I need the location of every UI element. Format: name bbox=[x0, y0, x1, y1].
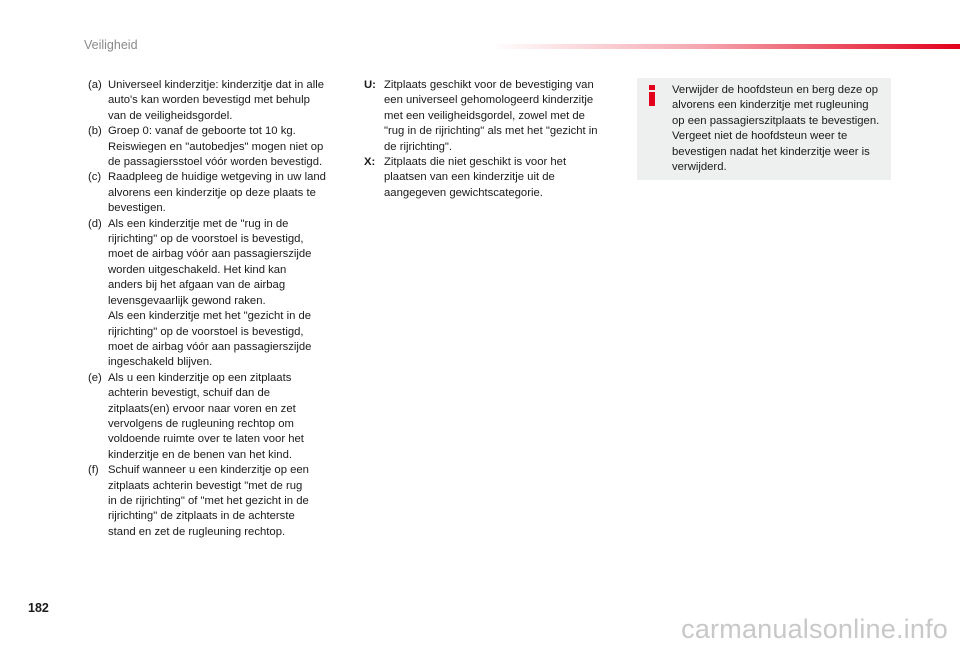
text-line: rijrichting" op de voorstoel is bevestigd, bbox=[108, 325, 304, 338]
text-line: de passagiersstoel vóór worden bevestigd. bbox=[108, 156, 323, 169]
footnote-item-key: (f) bbox=[88, 464, 99, 477]
text-line: moet de airbag vóór aan passagierszijde bbox=[108, 248, 312, 261]
text-line: voldoende ruimte over te laten voor het bbox=[108, 433, 304, 446]
text-line: de rijrichting". bbox=[384, 140, 453, 153]
header-accent-bar bbox=[490, 44, 960, 49]
legend-item-text bbox=[384, 155, 622, 201]
info-line: op een passagierszitplaats te bevestigen. bbox=[672, 114, 880, 127]
text-line: Raadpleeg de huidige wetgeving in uw land bbox=[108, 171, 326, 184]
legend-item-key: U: bbox=[364, 79, 376, 91]
text-line: Schuif wanneer u een kinderzitje op een bbox=[108, 464, 309, 477]
footnotes-column bbox=[88, 78, 353, 540]
footnote-item-text bbox=[108, 124, 353, 170]
text-line: stand en zet de rugleuning rechtop. bbox=[108, 525, 286, 538]
text-line: Reiswiegen en "autobedjes" mogen niet op bbox=[108, 140, 324, 153]
text-line: aangegeven gewichtscategorie. bbox=[384, 186, 543, 199]
footnote-item bbox=[88, 170, 353, 216]
text-line: van de veiligheidsgordel. bbox=[108, 109, 233, 122]
text-line: alvorens een kinderzitje op deze plaats te bbox=[108, 186, 316, 199]
info-line: Vergeet niet de hoofdsteun weer te bbox=[672, 130, 848, 143]
footnote-item-key: (d) bbox=[88, 217, 102, 230]
text-line: plaatsen van een kinderzitje uit de bbox=[384, 171, 555, 184]
text-line: een universeel gehomologeerd kinderzitje bbox=[384, 94, 594, 107]
footnote-item-text bbox=[108, 217, 353, 371]
page-number: 182 bbox=[28, 601, 49, 615]
text-line: rijrichting" op de voorstoel is bevestigd, bbox=[108, 233, 304, 246]
info-line: verwijderd. bbox=[672, 161, 727, 174]
info-box bbox=[637, 78, 891, 180]
text-line: zitplaats(en) ervoor naar voren en zet bbox=[108, 402, 296, 415]
text-line: Als een kinderzitje met het "gezicht in de bbox=[108, 310, 312, 323]
footnote-item-text bbox=[108, 463, 353, 540]
text-line: levensgevaarlijk gewond raken. bbox=[108, 294, 266, 307]
text-line: achterin bevestigt, schuif dan de bbox=[108, 387, 271, 400]
legend-item bbox=[364, 155, 622, 201]
text-line: met een veiligheidsgordel, zowel met de bbox=[384, 109, 585, 122]
legend-item-key: X: bbox=[364, 156, 376, 169]
footnote-item bbox=[88, 371, 353, 463]
text-line: zitplaats achterin bevestigt "met de rug bbox=[108, 479, 303, 492]
legend-column bbox=[364, 78, 622, 201]
text-line: "rug in de rijrichting" als met het "gezicht in bbox=[384, 125, 598, 138]
text-line: Als u een kinderzitje op een zitplaats bbox=[108, 371, 292, 384]
info-line: Verwijder de hoofdsteun en berg deze op bbox=[672, 84, 879, 96]
text-line: in de rijrichting" of "met het gezicht in de bbox=[108, 494, 309, 507]
info-line: bevestigen nadat het kinderzitje weer is bbox=[672, 145, 870, 158]
text-line: Zitplaats die niet geschikt is voor het bbox=[384, 156, 567, 169]
footnote-item-text bbox=[108, 78, 353, 124]
text-line: Groep 0: vanaf de geboorte tot 10 kg. bbox=[108, 125, 296, 138]
text-line: auto's kan worden bevestigd met behulp bbox=[108, 94, 310, 107]
text-line: Zitplaats geschikt voor de bevestiging van bbox=[384, 79, 594, 91]
info-text bbox=[672, 83, 884, 175]
text-line: Als een kinderzitje met de "rug in de bbox=[108, 217, 289, 230]
footnote-item-text bbox=[108, 371, 353, 463]
watermark: carmanualsonline.info bbox=[681, 614, 948, 644]
legend-item-text bbox=[384, 78, 622, 155]
text-line: kinderzitje en de benen van het kind. bbox=[108, 448, 293, 461]
footnote-item-text bbox=[108, 170, 353, 216]
text-line: rijrichting" de zitplaats in de achterste bbox=[108, 510, 295, 523]
section-title: Veiligheid bbox=[84, 38, 138, 52]
text-line: worden uitgeschakeld. Het kind kan bbox=[108, 263, 287, 276]
info-line: alvorens een kinderzitje met rugleuning bbox=[672, 99, 869, 112]
footnote-item bbox=[88, 78, 353, 124]
footnote-item bbox=[88, 463, 353, 540]
info-icon bbox=[648, 85, 656, 107]
text-line: bevestigen. bbox=[108, 202, 166, 215]
footnote-item bbox=[88, 217, 353, 371]
text-line: anders bij het afgaan van de airbag bbox=[108, 279, 286, 292]
footnote-item-key: (a) bbox=[88, 79, 102, 91]
footnote-item-key: (e) bbox=[88, 371, 102, 384]
text-line: Universeel kinderzitje: kinderzitje dat in alle bbox=[108, 79, 324, 91]
legend-item bbox=[364, 78, 622, 155]
footnote-item bbox=[88, 124, 353, 170]
text-line: vervolgens de rugleuning rechtop om bbox=[108, 417, 294, 430]
text-line: moet de airbag vóór aan passagierszijde bbox=[108, 340, 312, 353]
text-line: ingeschakeld blijven. bbox=[108, 356, 213, 369]
footnote-item-key: (b) bbox=[88, 125, 102, 138]
footnote-item-key: (c) bbox=[88, 171, 102, 184]
